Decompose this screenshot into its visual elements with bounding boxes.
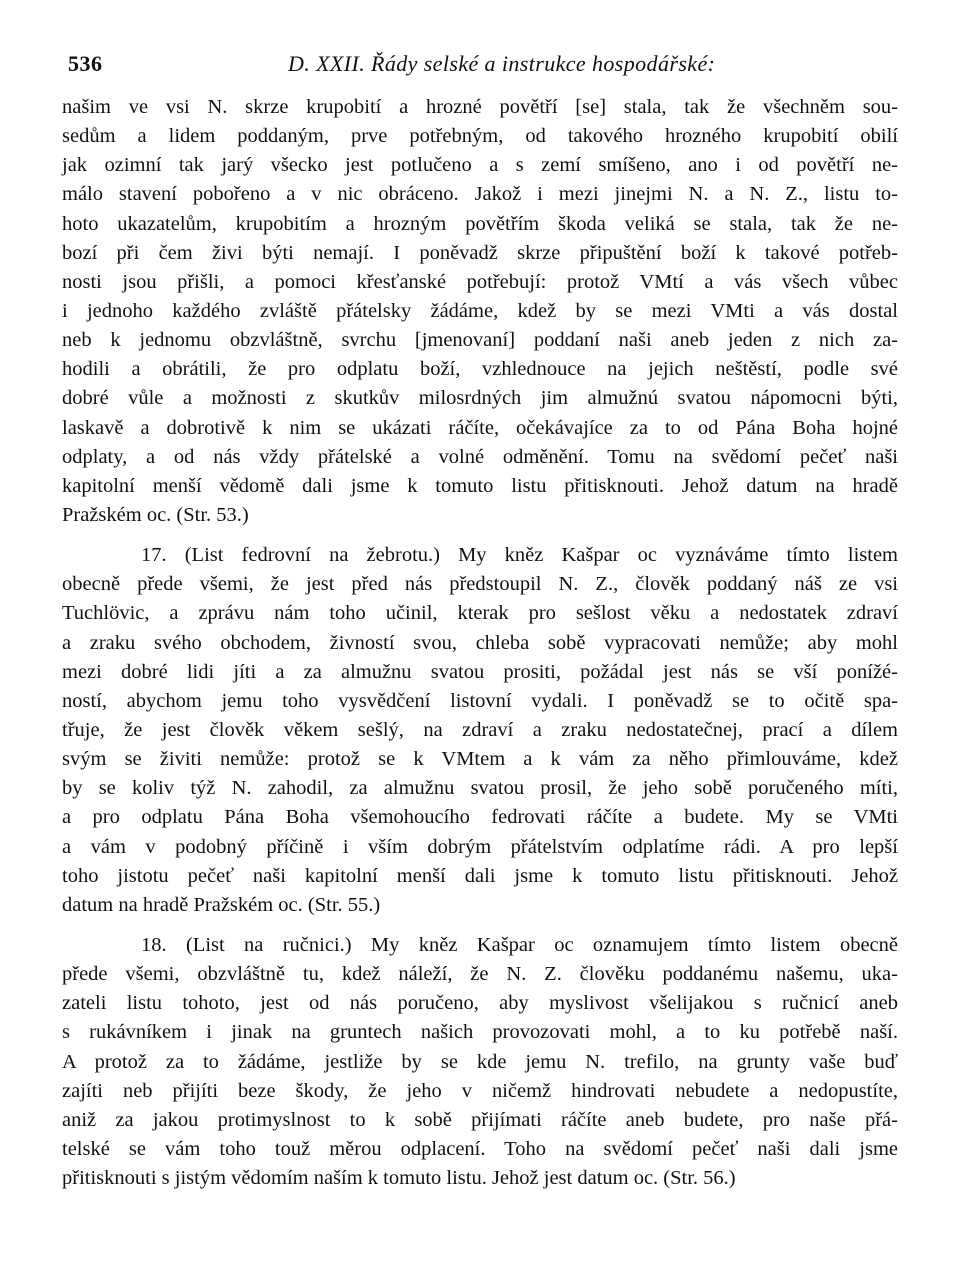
text-line: dobré vůle a možnosti z skutkův milosrdných jim almužnú svatou nápomocni býti, [62,387,898,410]
text-line: málo stavení pobořeno a v nic obráceno. Jakož i mezi jinejmi N. a N. Z., listu to- [62,183,898,206]
text-line: přitisknouti s jistým vědomím naším k tomuto listu. Jehož jest datum oc. (Str. 56.) [62,1167,736,1190]
text-line: jak ozimní tak jarý všecko jest potlučeno a s zemí smíšeno, ano i od povětří ne- [62,154,898,177]
paragraph-list-18 [62,931,898,1193]
page-header [68,51,898,81]
text-line: a zraku svého obchodem, živností svou, chleba sobě vypracovati nemůže; aby mohl [62,631,898,654]
text-line: ností, abychom jemu toho vysvědčení listovní vydali. I poněvadž se to očitě spa- [62,689,898,712]
text-line: mezi dobré lidi jíti a za almužnu svatou prositi, požádal jest nás se vší ponížé- [62,660,898,683]
text-line: aniž za jakou protimyslnost to k sobě přijímati ráčíte aneb budete, pro naše přá- [62,1108,898,1131]
text-line: sedům a lidem poddaným, prve potřebným, od takového hrozného krupobití obilí [62,125,898,148]
text-line: datum na hradě Pražském oc. (Str. 55.) [62,893,381,916]
text-line: svým se živiti nemůže: protož se k VMtem a k vám za něho přimlouváme, kdež [62,748,898,771]
text-line: Pražském oc. (Str. 53.) [62,503,249,526]
text-line: 18. (List na ručnici.) My kněz Kašpar oc oznamujem tímto listem obecně [141,933,898,956]
text-line: přede všemi, obzvláštně tu, kdež náleží, že N. Z. člověku poddanému našemu, uka- [62,963,898,986]
text-line: telské se vám toho touž měrou odplacení. Toho na svědomí pečeť naši dali jsme [62,1137,898,1160]
text-line: obecně přede všemi, že jest před nás předstoupil N. Z., člověk poddaný náš ze vsi [62,573,898,596]
text-line: třuje, že jest člověk věkem sešlý, na zdraví a zraku nedostatečnej, prací a dílem [62,718,898,741]
text-line: A protož za to žádáme, jestliže by se kde jemu N. trefilo, na grunty vaše buď [62,1050,898,1073]
text-line: hoto ukazatelům, krupobitím a hrozným povětřím škoda veliká se stala, tak že ne- [62,212,898,235]
text-line: toho jistotu pečeť naši kapitolní menší dali jsme k tomuto listu přitisknouti. Jehož [62,864,898,887]
text-line: a vám v podobný příčině i vším dobrým přátelstvím odplatíme rádi. A pro lepší [62,835,898,858]
paragraph-spacer [62,920,898,931]
paragraph-continuation [62,93,898,530]
body-text [62,93,898,1193]
text-line: hodili a obrátili, že pro odplatu boží, vzhlednouce na jejich neštěstí, podle své [62,358,898,381]
paragraph-list-17 [62,541,898,920]
text-line: by se koliv týž N. zahodil, za almužnu svatou prosil, že jeho sobě poručeného míti, [62,777,898,800]
text-line: s rukávníkem i jinak na gruntech našich provozovati mohl, a to ku potřebě naší. [62,1021,898,1044]
running-head: D. XXII. Řády selské a instrukce hospodářské: [288,51,716,76]
paragraph-spacer [62,530,898,541]
text-line: kapitolní menší vědomě dali jsme k tomuto listu přitisknouti. Jehož datum na hradě [62,474,898,497]
text-line: laskavě a dobrotivě k nim se ukázati ráčíte, očekávajíce za to od Pána Boha hojné [62,416,898,439]
page-number: 536 [68,51,103,76]
text-line: neb k jednomu obzvláštně, svrchu [jmenovaní] poddaní naši aneb jeden z nich za- [62,329,898,352]
text-line: 17. (List fedrovní na žebrotu.) My kněz Kašpar oc vyznáváme tímto listem [141,544,898,567]
text-line: Tuchlövic, a zprávu nám toho učinil, kterak pro sešlost věku a nedostatek zdraví [62,602,898,625]
text-line: našim ve vsi N. skrze krupobití a hrozné povětří [se] stala, tak že všechněm sou- [62,96,898,118]
text-line: odplaty, a od nás vždy přátelské a volné odměnění. Tomu na svědomí pečeť naši [62,445,898,468]
text-line: i jednoho každého zvláště přátelsky žádáme, kdež by se mezi VMti a vás dostal [62,299,898,322]
text-line: a pro odplatu Pána Boha všemohoucího fedrovati ráčíte a budete. My se VMti [62,806,898,829]
text-line: zajíti neb přijíti beze škody, že jeho v ničemž hindrovati nebudete a nedopustíte, [62,1079,898,1102]
text-line: bozí při čem živi býti nemají. I poněvadž skrze připuštění boží k takové potřeb- [62,241,898,264]
text-line: nosti jsou přišli, a pomoci křesťanské potřebují: protož VMtí a vás všech vůbec [62,270,898,293]
text-line: zateli listu tohoto, jest od nás poručeno, aby myslivost všelijakou s ručnicí aneb [62,992,898,1015]
